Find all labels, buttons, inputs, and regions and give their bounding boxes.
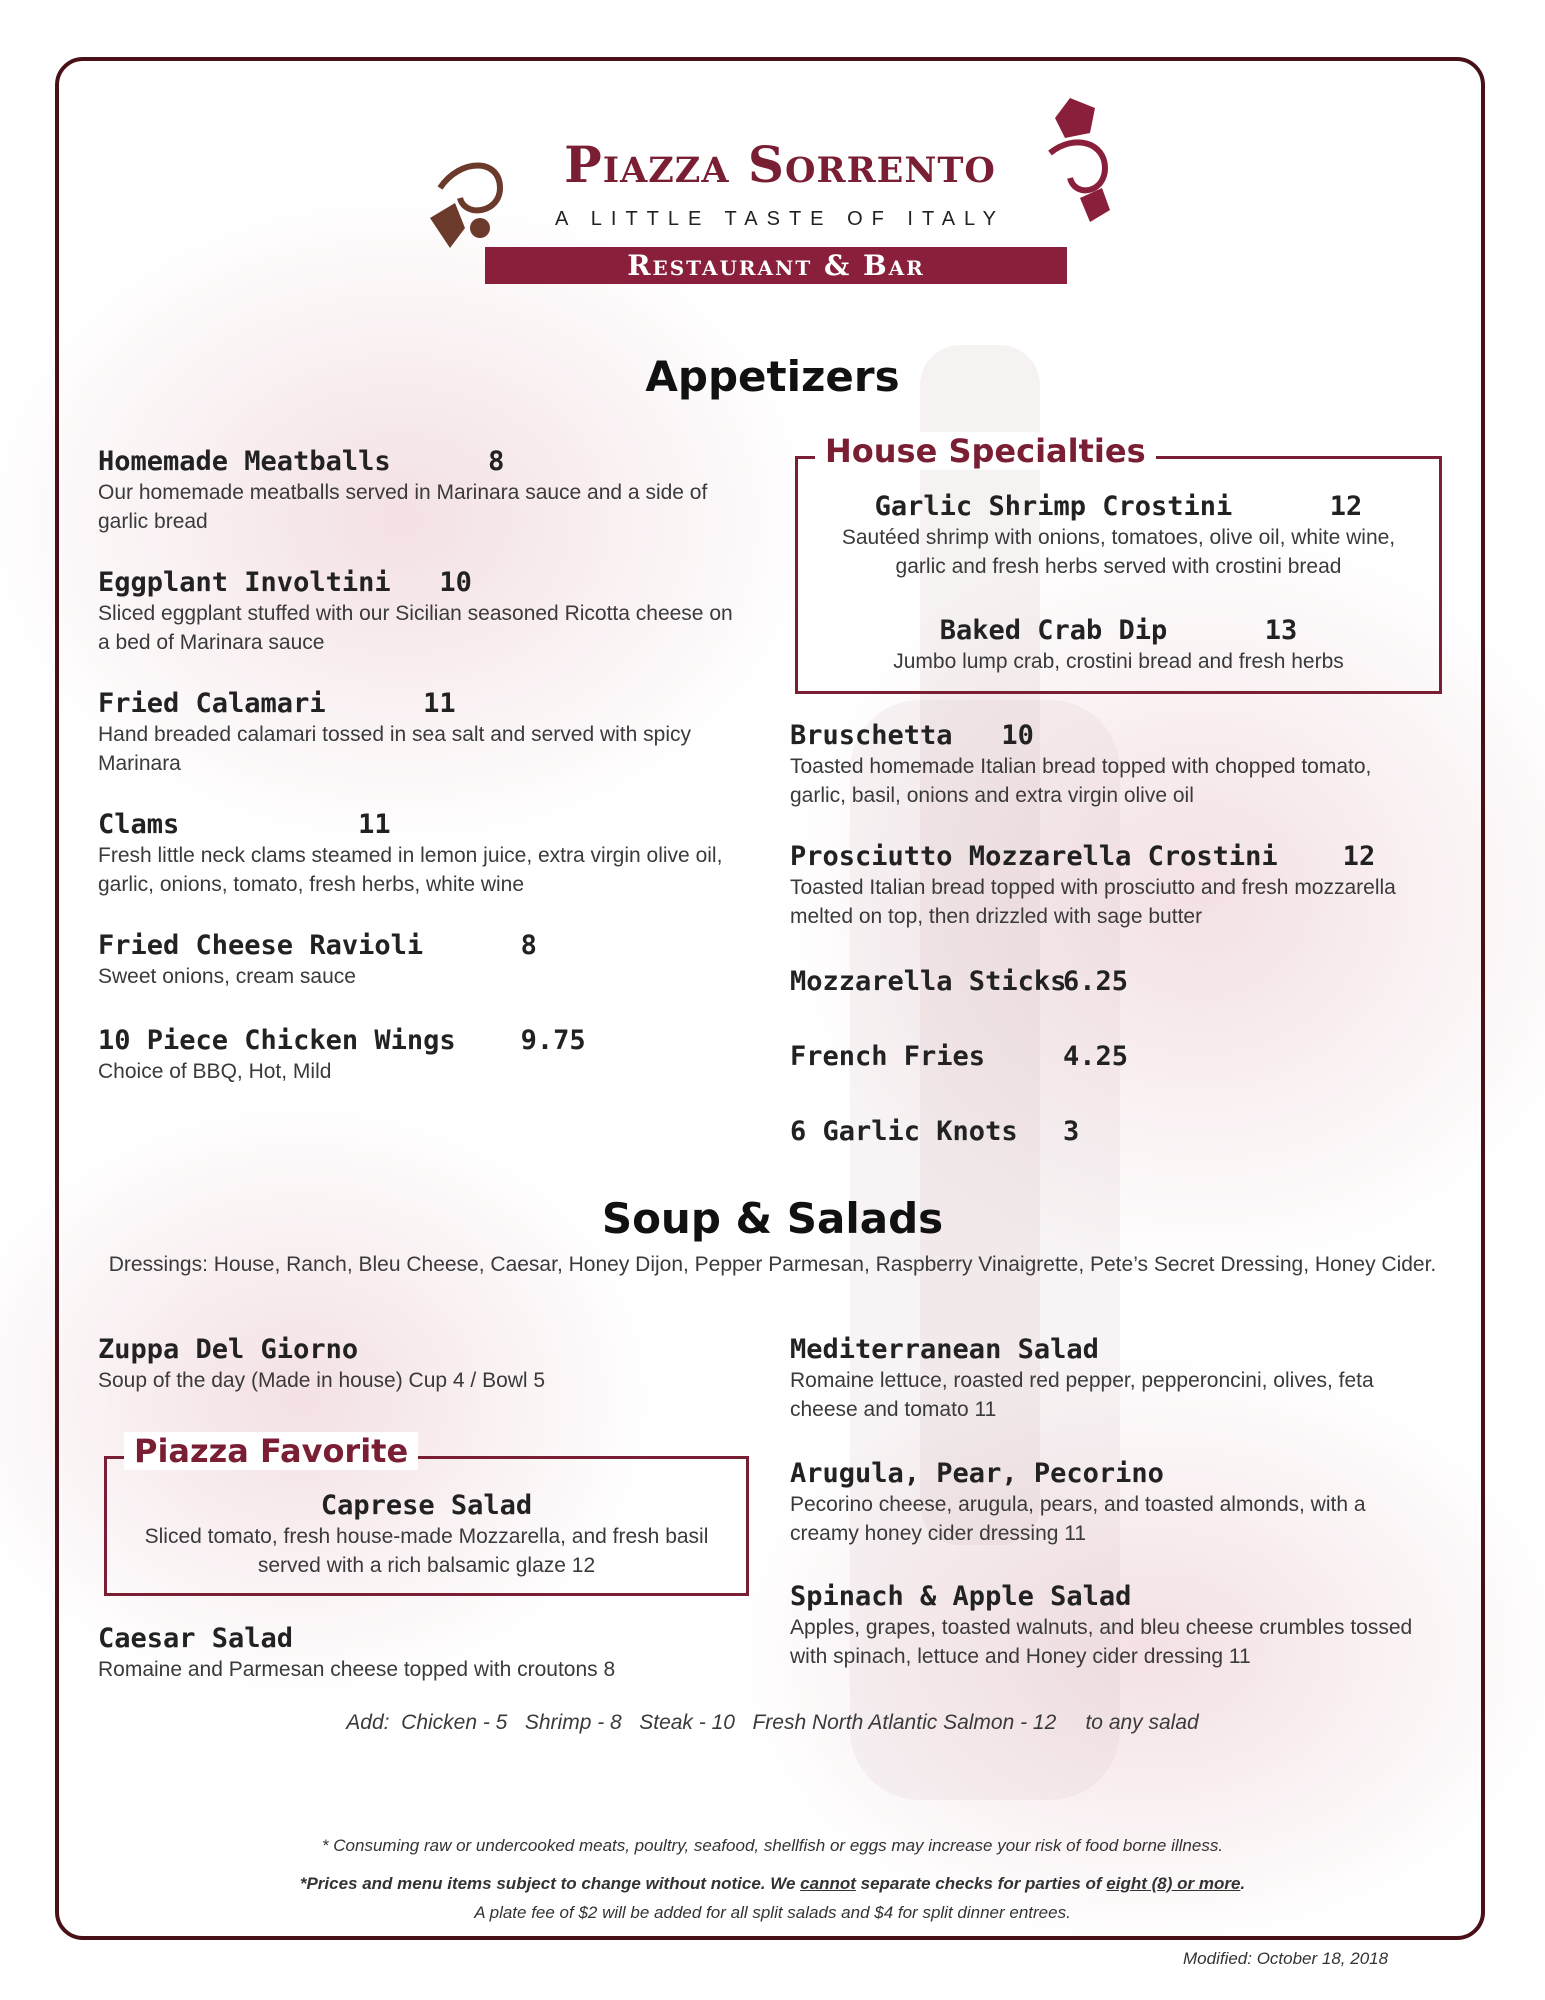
item-name: Fried Calamari 11 (98, 688, 456, 719)
appetizers-title: Appetizers (645, 352, 900, 401)
item-description: Toasted Italian bread topped with prosciutto and fresh mozzarella melted on top, then drizzled with sage butter (790, 876, 1396, 928)
item-name: Zuppa Del Giorno (98, 1334, 359, 1365)
ribbon-banner (485, 247, 1067, 284)
simple-item (790, 1041, 1290, 1073)
item-description: Our homemade meatballs served in Marinara sauce and a side of garlic bread (98, 481, 708, 533)
item-description: Pecorino cheese, arugula, pears, and toasted almonds, with a creamy honey cider dressing 11 (790, 1493, 1366, 1545)
item-description: Jumbo lump crab, crostini bread and fresh herbs (893, 650, 1344, 673)
item-description: Sweet onions, cream sauce (98, 965, 356, 988)
item-name: Prosciutto Mozzarella Crostini 12 (790, 841, 1376, 872)
appetizer-item (98, 809, 748, 899)
item-description: Sliced eggplant stuffed with our Sicilian seasoned Ricotta cheese on a bed of Marinara sauce (98, 602, 733, 654)
item-name: Mediterranean Salad (790, 1334, 1099, 1365)
soup-item (98, 1623, 738, 1684)
favorite-item (114, 1490, 739, 1580)
notice-emphasis: eight (8) or more (1106, 1874, 1241, 1893)
item-name: Arugula, Pear, Pecorino (790, 1458, 1164, 1489)
item-description: Hand breaded calamari tossed in sea salt and served with spicy Marinara (98, 723, 691, 775)
item-name: 6 Garlic Knots (790, 1116, 1018, 1147)
notice-emphasis: cannot (800, 1874, 856, 1893)
appetizer-item (98, 446, 738, 536)
specialty-item (805, 491, 1432, 581)
item-name: 10 Piece Chicken Wings 9.75 (98, 1025, 586, 1056)
item-description: Choice of BBQ, Hot, Mild (98, 1060, 332, 1083)
split-fee-notice: A plate fee of $2 will be added for all split salads and $4 for split dinner entrees. (474, 1903, 1071, 1922)
item-description: Apples, grapes, toasted walnuts, and bleu cheese crumbles tossed with spinach, lettuce and Honey cider dressing 11 (790, 1616, 1413, 1668)
appetizer-item (98, 567, 738, 657)
item-description: Sliced tomato, fresh house-made Mozzarella, and fresh basil served with a rich balsamic glaze 12 (144, 1525, 709, 1577)
item-name: Caprese Salad (320, 1490, 533, 1521)
modified-date: Modified: October 18, 2018 (1183, 1949, 1389, 1968)
soups-title: Soup & Salads (601, 1194, 944, 1243)
brand-name: Piazza Sorrento (564, 135, 996, 194)
appetizer-item (98, 688, 698, 778)
item-name: French Fries (790, 1041, 986, 1072)
item-description: Fresh little neck clams steamed in lemon juice, extra virgin olive oil, garlic, onions, tomato, fresh herbs, white wine (98, 844, 723, 896)
item-name: Homemade Meatballs 8 (98, 446, 505, 477)
appetizer-item (98, 1025, 738, 1086)
item-price: 3 (1063, 1116, 1080, 1147)
appetizer-item (98, 930, 738, 991)
item-name: Baked Crab Dip 13 (939, 615, 1298, 646)
soup-item (98, 1334, 738, 1395)
notice-text: . (1240, 1874, 1246, 1893)
simple-item (790, 966, 1290, 998)
item-description: Romaine lettuce, roasted red pepper, pepperoncini, olives, feta cheese and tomato 11 (790, 1369, 1374, 1421)
prices-notice (150, 1874, 1395, 1894)
item-name: Fried Cheese Ravioli 8 (98, 930, 537, 961)
item-name: Garlic Shrimp Crostini 12 (874, 491, 1363, 522)
item-description: Soup of the day (Made in house) Cup 4 / Bowl 5 (98, 1369, 546, 1392)
item-price: 4.25 (1063, 1041, 1129, 1072)
item-price: 6.25 (1063, 966, 1129, 997)
item-name: Bruschetta 10 (790, 720, 1034, 751)
house-specialties-title: House Specialties (815, 432, 1156, 470)
specialty-item (805, 615, 1432, 676)
salad-item (790, 1334, 1440, 1424)
item-description: Toasted homemade Italian bread topped with chopped tomato, garlic, basil, onions and extra virgin olive oil (790, 755, 1372, 807)
appetizer-item (790, 841, 1420, 931)
piazza-favorite-title: Piazza Favorite (124, 1432, 418, 1470)
simple-item (790, 1116, 1290, 1148)
salad-item (790, 1458, 1440, 1548)
item-name: Clams 11 (98, 809, 391, 840)
item-description: Romaine and Parmesan cheese topped with croutons 8 (98, 1658, 616, 1681)
appetizer-item (790, 720, 1400, 810)
salad-item (790, 1581, 1440, 1671)
item-name: Spinach & Apple Salad (790, 1581, 1132, 1612)
ribbon-label: Restaurant & Bar (627, 249, 925, 282)
food-safety-warning: * Consuming raw or undercooked meats, poultry, seafood, shellfish or eggs may increase your risk of food borne illness. (321, 1836, 1224, 1855)
notice-text: *Prices and menu items subject to change without notice. We (299, 1874, 801, 1893)
item-name: Mozzarella Sticks (790, 966, 1067, 997)
notice-text: separate checks for parties of (855, 1874, 1107, 1893)
tagline: A LITTLE TASTE OF ITALY (554, 208, 1006, 230)
item-name: Caesar Salad (98, 1623, 294, 1654)
add-protein-line: Add: Chicken - 5 Shrimp - 8 Steak - 10 Fresh North Atlantic Salmon - 12 to any salad (346, 1711, 1199, 1734)
item-description: Sautéed shrimp with onions, tomatoes, olive oil, white wine, garlic and fresh herbs served with crostini bread (841, 526, 1396, 578)
dressings-list: Dressings: House, Ranch, Bleu Cheese, Caesar, Honey Dijon, Pepper Parmesan, Raspberry Vinaigrette, Pete’s Secret Dressing, Honey Cider. (108, 1253, 1437, 1276)
item-name: Eggplant Involtini 10 (98, 567, 472, 598)
